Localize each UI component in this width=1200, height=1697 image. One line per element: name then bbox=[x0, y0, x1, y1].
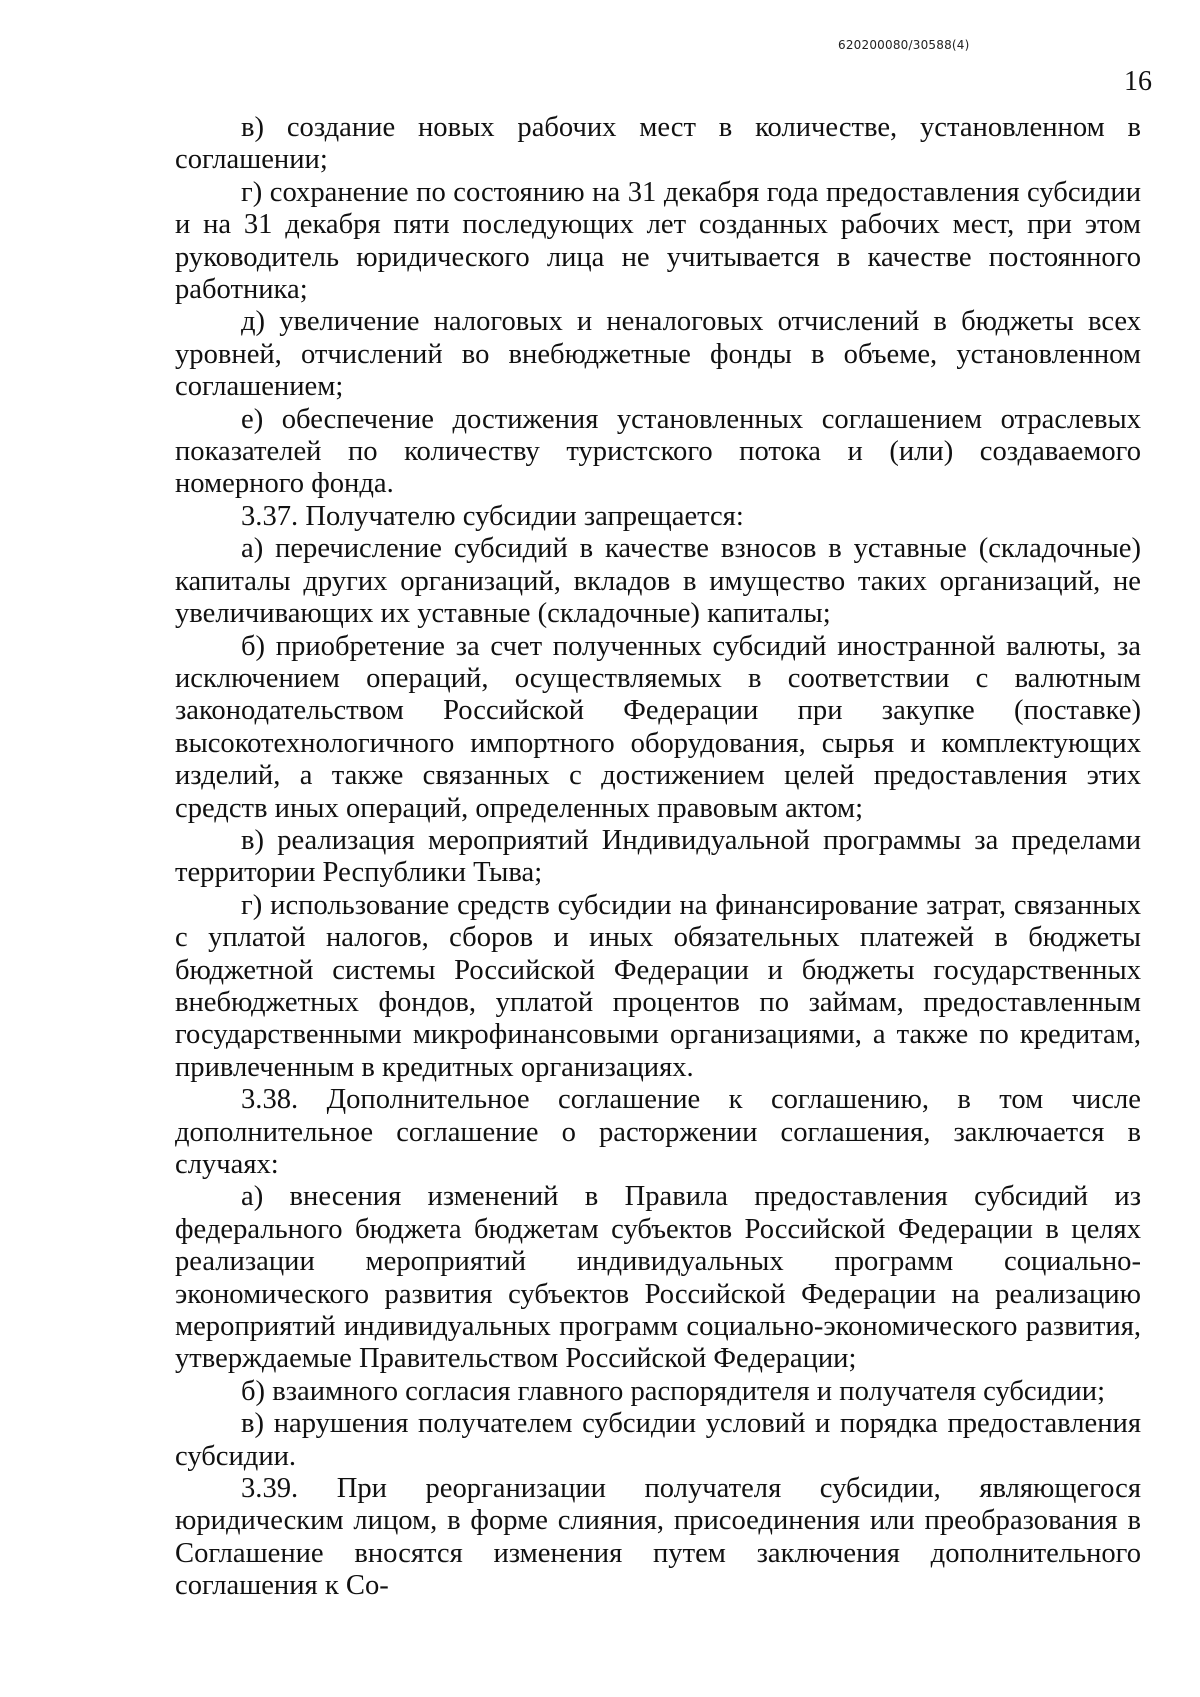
paragraph-d-tax-increase: д) увеличение налоговых и неналоговых отчислений в бюджеты всех уровней, отчислений во внебюджетные фонды в объеме, установленном соглашением; bbox=[175, 306, 1141, 403]
paragraph-v-territory: в) реализация мероприятий Индивидуальной программы за пределами территории Республики Тыва; bbox=[175, 824, 1141, 889]
paragraph-3-37-heading: 3.37. Получателю субсидии запрещается: bbox=[241, 500, 744, 532]
paragraph-e-industry-indicators: е) обеспечение достижения установленных соглашением отраслевых показателей по количеству туристского потока и (или) создаваемого номерного фонда. bbox=[175, 403, 1141, 500]
document-body bbox=[175, 112, 1141, 1603]
paragraph-3-38-additional-agreement: 3.38. Дополнительное соглашение к соглашению, в том числе дополнительное соглашение о расторжении соглашения, заключается в случаях: bbox=[175, 1084, 1141, 1180]
paragraph-g-taxes-and-fees: г) использование средств субсидии на финансирование затрат, связанных с уплатой налогов, сборов и иных обязательных платежей в бюджеты бюджетной системы Российской Федерации и бюджеты государственных внебюджетных фондов, уплатой процентов по займам, предоставленным государственными микрофинансовыми организациями, а также по кредитам, привлеченным в кредитных организациях. bbox=[175, 889, 1141, 1083]
paragraph-b-mutual-consent: б) взаимного согласия главного распорядителя и получателя субсидии; bbox=[241, 1375, 1106, 1407]
page-number: 16 bbox=[1124, 66, 1152, 97]
paragraph-b-foreign-currency: б) приобретение за счет полученных субсидий иностранной валюты, за исключением операций, осуществляемых в соответствии с валютным законодательством Российской Федерации при закупке (поставке) высокотехнологичного импортного оборудования, сырья и комплектующих изделий, а также связанных с достижением целей предоставления этих средств иных операций, определенных правовым актом; bbox=[175, 630, 1141, 824]
paragraph-a-capital-contributions: а) перечисление субсидий в качестве взносов в уставные (складочные) капиталы других организаций, вкладов в имущество таких организаций, не увеличивающих их уставные (складочные) капиталы; bbox=[175, 533, 1141, 630]
paragraph-g-job-retention: г) сохранение по состоянию на 31 декабря года предоставления субсидии и на 31 декабря пяти последующих лет созданных рабочих мест, при этом руководитель юридического лица не учитывается в качестве постоянного работника; bbox=[175, 176, 1141, 306]
paragraph-a-rule-changes: а) внесения изменений в Правила предоставления субсидий из федерального бюджета бюджетам субъектов Российской Федерации в целях реализации мероприятий индивидуальных программ социально-экономического развития субъектов Российской Федерации на реализацию мероприятий индивидуальных программ социально-экономического развития, утверждаемые Правительством Российской Федерации; bbox=[175, 1181, 1141, 1375]
paragraph-v-violation: в) нарушения получателем субсидии условий и порядка предоставления субсидии. bbox=[175, 1408, 1141, 1472]
paragraph-3-39-reorganization: 3.39. При реорганизации получателя субсидии, являющегося юридическим лицом, в форме слияния, присоединения или преобразования в Соглашение вносятся изменения путем заключения дополнительного соглашения к Со- bbox=[175, 1473, 1141, 1602]
paragraph-v-new-jobs: в) создание новых рабочих мест в количестве, установленном в соглашении; bbox=[175, 112, 1141, 176]
document-code: 620200080/30588(4) bbox=[838, 38, 970, 52]
